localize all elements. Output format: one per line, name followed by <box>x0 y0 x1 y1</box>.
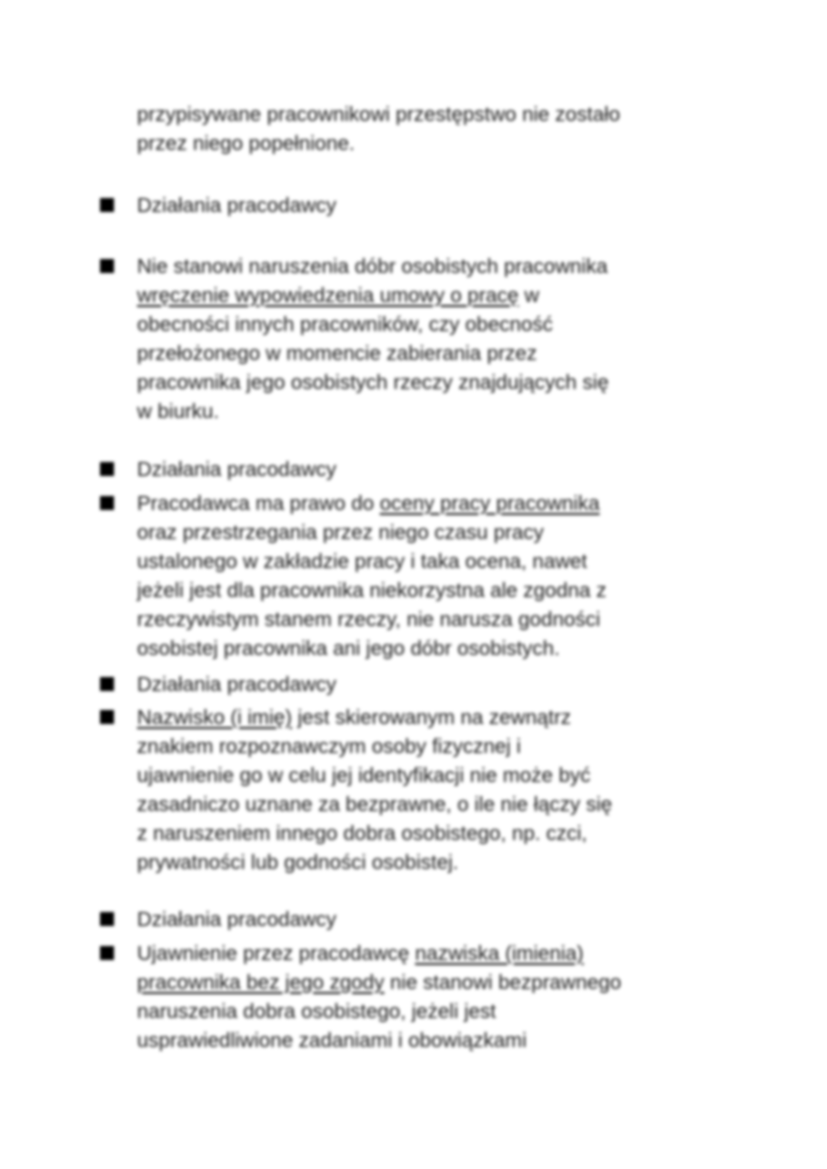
text-fragment: nie stanowi bezprawnego <box>384 971 622 994</box>
text-line <box>137 939 740 968</box>
bullet-item <box>100 489 740 663</box>
text-line: w biurku. <box>137 400 220 423</box>
text-line: osobistej pracownika ani jego dóbr osobistych. <box>137 637 560 660</box>
text-line: zasadniczo uznane za bezprawne, o ile nie łączy się <box>137 793 613 816</box>
text-line <box>137 703 740 732</box>
bullet-paragraph <box>100 455 740 484</box>
square-bullet-icon <box>100 462 114 476</box>
bullet-paragraph <box>100 905 740 934</box>
square-bullet-icon <box>100 496 114 510</box>
text-line <box>137 968 740 997</box>
bullet-paragraph <box>100 939 740 1055</box>
bullet-paragraph <box>100 489 740 663</box>
text-fragment: w <box>518 284 540 307</box>
bullet-item <box>100 252 740 426</box>
text-line: przez niego popełnione. <box>137 132 355 155</box>
bullet-item-heading <box>100 905 740 934</box>
bullet-heading: Działania pracodawcy <box>137 908 337 931</box>
bullet-item-heading <box>100 670 740 699</box>
underlined-link[interactable]: Nazwisko (i imię) <box>137 706 292 729</box>
text-line: rzeczywistym stanem rzeczy, nie narusza godności <box>137 608 601 631</box>
bullet-item <box>100 703 740 877</box>
bullet-heading: Działania pracodawcy <box>137 673 337 696</box>
square-bullet-icon <box>100 946 114 960</box>
square-bullet-icon <box>100 912 114 926</box>
text-line <box>137 489 740 518</box>
bullet-item-heading <box>100 455 740 484</box>
underlined-link[interactable]: pracownika bez jego zgody <box>137 971 385 994</box>
bullet-heading: Działania pracodawcy <box>137 194 337 217</box>
underlined-link[interactable]: nazwiska (imienia) <box>415 942 584 965</box>
text-line: znakiem rozpoznawczym osoby fizycznej i <box>137 735 521 758</box>
text-line: przypisywane pracownikowi przestępstwo nie zostało <box>137 103 621 126</box>
text-line: prywatności lub godności osobistej. <box>137 851 459 874</box>
continuation-paragraph <box>100 100 740 158</box>
bullet-paragraph <box>100 252 740 426</box>
text-fragment: jest skierowanym na zewnątrz <box>291 706 572 729</box>
text-line: obecności innych pracowników, czy obecność <box>137 313 553 336</box>
text-line: pracownika jego osobistych rzeczy znajdujących się <box>137 371 609 394</box>
text-line <box>137 281 740 310</box>
text-line: oraz przestrzegania przez niego czasu pracy <box>137 521 544 544</box>
text-line: usprawiedliwione zadaniami i obowiązkami <box>137 1029 527 1052</box>
underlined-link[interactable]: oceny pracy pracownika <box>379 492 600 515</box>
square-bullet-icon <box>100 710 114 724</box>
bullet-paragraph <box>100 191 740 220</box>
text-line: ujawnienie go w celu jej identyfikacji nie może być <box>137 764 591 787</box>
bullet-item-heading <box>100 191 740 220</box>
continuation-text <box>100 100 740 158</box>
square-bullet-icon <box>100 198 114 212</box>
underlined-link[interactable]: wręczenie wypowiedzenia umowy o pracę <box>137 284 519 307</box>
text-line: ustalonego w zakładzie pracy i taka ocena, nawet <box>137 550 588 573</box>
text-line: Nie stanowi naruszenia dóbr osobistych pracownika <box>137 255 608 278</box>
text-line: naruszenia dobra osobistego, jeżeli jest <box>137 1000 496 1023</box>
bullet-paragraph <box>100 703 740 877</box>
bullet-paragraph <box>100 670 740 699</box>
text-line: jeżeli jest dla pracownika niekorzystna ale zgodna z <box>137 579 607 602</box>
text-fragment: Pracodawca ma prawo do <box>137 492 380 515</box>
bullet-item <box>100 939 740 1055</box>
square-bullet-icon <box>100 677 114 691</box>
square-bullet-icon <box>100 259 114 273</box>
text-fragment: Ujawnienie przez pracodawcę <box>137 942 416 965</box>
text-line: z naruszeniem innego dobra osobistego, np. czci, <box>137 822 588 845</box>
text-line: przełożonego w momencie zabierania przez <box>137 342 537 365</box>
bullet-heading: Działania pracodawcy <box>137 458 337 481</box>
